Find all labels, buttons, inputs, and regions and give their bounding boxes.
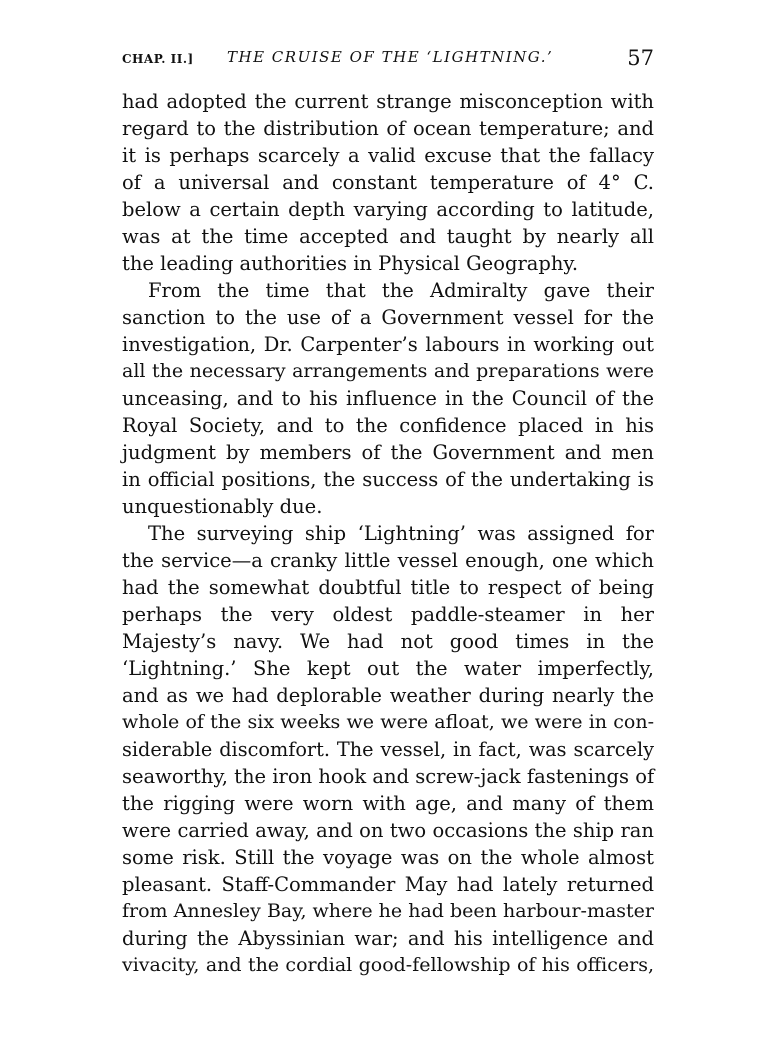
text-line: siderable discomfort. The vessel, in fact, was scarcely	[122, 738, 654, 761]
text-line: sanction to the use of a Government vessel for the	[122, 306, 654, 329]
text-line: Majesty’s navy. We had not good times in the	[122, 630, 654, 653]
body-text	[122, 88, 654, 979]
text-line: the rigging were worn with age, and many of them	[122, 792, 654, 815]
text-line: investigation, Dr. Carpenter’s labours in working out	[122, 333, 654, 356]
text-line: perhaps the very oldest paddle-steamer in her	[122, 603, 654, 626]
text-line: seaworthy, the iron hook and screw-jack fastenings of	[122, 765, 655, 788]
text-line: all the necessary arrangements and preparations were	[122, 360, 654, 382]
text-line: regard to the distribution of ocean temperature; and	[122, 117, 654, 140]
text-line: of a universal and constant temperature of 4° C.	[122, 171, 654, 194]
page-number: 57	[627, 46, 654, 70]
text-line: vivacity, and the cordial good-fellowship of his officers,	[122, 954, 654, 976]
text-line: below a certain depth varying according to latitude,	[122, 198, 654, 221]
text-line: some risk. Still the voyage was on the whole almost	[122, 846, 654, 869]
text-line: the service—a cranky little vessel enough, one which	[122, 549, 654, 572]
text-line: From the time that the Admiralty gave their	[148, 279, 654, 302]
text-line: and as we had deplorable weather during nearly the	[122, 684, 654, 707]
text-line: in official positions, the success of the undertaking is	[122, 468, 654, 491]
text-line: judgment by members of the Government and men	[122, 441, 654, 464]
text-line: had adopted the current strange misconception with	[122, 90, 654, 113]
text-line: Royal Society, and to the confidence placed in his	[122, 414, 654, 437]
running-title: THE CRUISE OF THE ‘LIGHTNING.’	[227, 48, 554, 66]
text-line: from Annesley Bay, where he had been harbour-master	[122, 900, 654, 922]
text-line: The surveying ship ‘Lightning’ was assigned for	[148, 522, 654, 545]
text-line: had the somewhat doubtful title to respect of being	[122, 576, 654, 599]
text-line: pleasant. Staff-Commander May had lately returned	[122, 873, 654, 896]
text-line: the leading authorities in Physical Geography.	[122, 252, 579, 275]
chapter-label: CHAP. II.]	[122, 52, 194, 66]
running-head	[122, 46, 654, 70]
text-line: unquestionably due.	[122, 495, 323, 518]
text-line: during the Abyssinian war; and his intelligence and	[122, 927, 654, 950]
text-line: ‘Lightning.’ She kept out the water imperfectly,	[122, 657, 654, 680]
text-line: whole of the six weeks we were afloat, we were in con-	[122, 711, 654, 733]
text-line: was at the time accepted and taught by nearly all	[122, 225, 654, 248]
text-line: were carried away, and on two occasions the ship ran	[122, 819, 654, 842]
text-line: unceasing, and to his influence in the Council of the	[122, 387, 654, 410]
text-line: it is perhaps scarcely a valid excuse that the fallacy	[122, 144, 654, 167]
